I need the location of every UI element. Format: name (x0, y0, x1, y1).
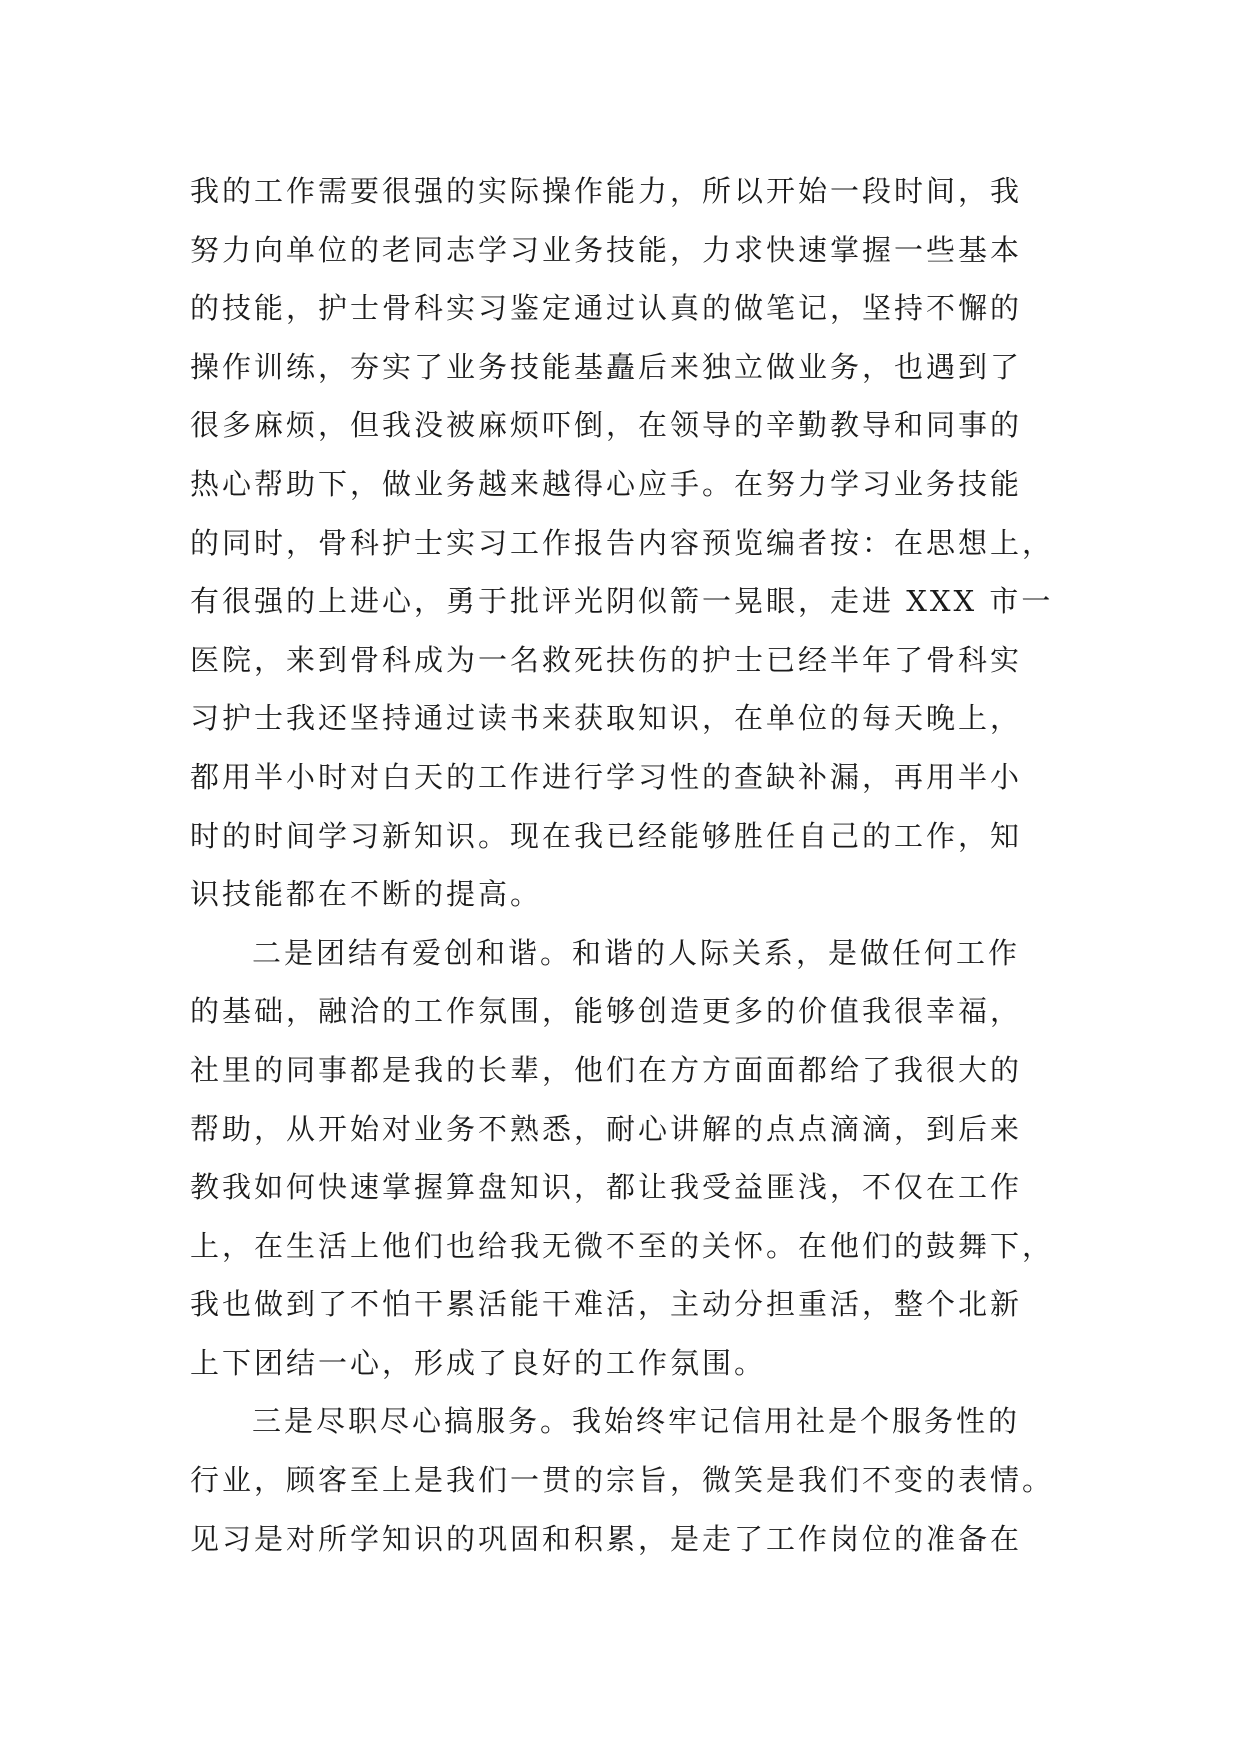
text-line: 的同时，骨科护士实习工作报告内容预览编者按：在思想上， (190, 525, 1055, 560)
text-line: 上，在生活上他们也给我无微不至的关怀。在他们的鼓舞下， (190, 1228, 1055, 1263)
text-line: 很多麻烦，但我没被麻烦吓倒，在领导的辛勤教导和同事的 (190, 408, 1023, 443)
text-line: 上下团结一心，形成了良好的工作氛围。 (190, 1345, 767, 1380)
text-line: 我的工作需要很强的实际操作能力，所以开始一段时间，我 (190, 174, 1023, 208)
text-line: 时的时间学习新知识。现在我已经能够胜任自己的工作，知 (190, 818, 1023, 853)
text-line: 操作训练，夯实了业务技能基矗后来独立做业务，也遇到了 (190, 349, 1023, 384)
text-line: 热心帮助下，做业务越来越得心应手。在努力学习业务技能 (190, 466, 1023, 501)
text-line: 行业，顾客至上是我们一贯的宗旨，微笑是我们不变的表情。 (190, 1463, 1055, 1498)
text-line: 有很强的上进心，勇于批评光阴似箭一晃眼，走进 XXX 市一 (190, 584, 1054, 619)
body-text (190, 162, 1070, 1568)
text-line: 帮助，从开始对业务不熟悉，耐心讲解的点点滴滴，到后来 (190, 1111, 1023, 1146)
text-line: 我也做到了不怕干累活能干难活，主动分担重活，整个北新 (190, 1287, 1023, 1322)
text-line: 教我如何快速掌握算盘知识，都让我受益匪浅，不仅在工作 (190, 1170, 1023, 1205)
text-line: 社里的同事都是我的长辈，他们在方方面面都给了我很大的 (190, 1052, 1023, 1087)
text-line: 见习是对所学知识的巩固和积累，是走了工作岗位的准备在 (190, 1521, 1023, 1556)
text-line: 识技能都在不断的提高。 (190, 877, 543, 912)
text-line: 努力向单位的老同志学习业务技能，力求快速掌握一些基本 (190, 232, 1023, 267)
paragraph-start-line: 二是团结有爱创和谐。和谐的人际关系，是做任何工作 (252, 935, 1021, 970)
text-line: 的基础，融洽的工作氛围，能够创造更多的价值我很幸福， (190, 994, 1023, 1029)
text-line: 医院，来到骨科成为一名救死扶伤的护士已经半年了骨科实 (190, 642, 1023, 677)
text-line: 都用半小时对白天的工作进行学习性的查缺补漏，再用半小 (190, 759, 1023, 794)
paragraph-start-line: 三是尽职尽心搞服务。我始终牢记信用社是个服务性的 (252, 1404, 1021, 1439)
text-line: 的技能，护士骨科实习鉴定通过认真的做笔记，坚持不懈的 (190, 291, 1023, 326)
text-line: 习护士我还坚持通过读书来获取知识，在单位的每天晚上， (190, 701, 1023, 736)
